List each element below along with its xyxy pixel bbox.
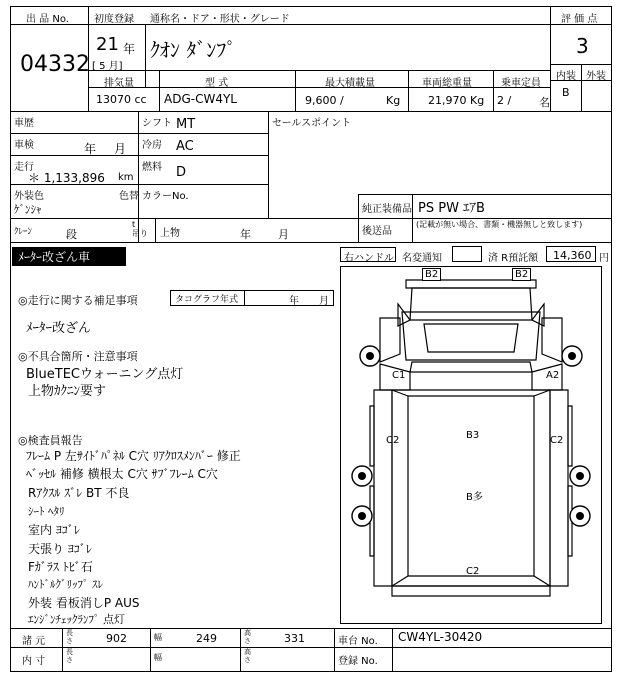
- fuel-value: D: [176, 165, 187, 180]
- inspector-line: ｼｰﾄ ﾍﾀﾘ: [28, 505, 65, 518]
- crane-stage: 段: [66, 228, 77, 241]
- aircon-value: AC: [176, 139, 194, 154]
- displacement: 13070 cc: [96, 93, 147, 106]
- max-load-unit: Kg: [386, 94, 401, 107]
- mileage-label: 走行: [14, 162, 34, 173]
- inspector-line: ﾊﾝﾄﾞﾙｸﾞﾘｯﾌﾟ ｽﾚ: [28, 578, 103, 591]
- sales-point-label: セールスポイント: [272, 118, 352, 129]
- model-label: 通称名・ドア・形状・グレード: [150, 14, 290, 25]
- in-height-label: 高さ: [244, 648, 251, 664]
- year-value: 21: [96, 34, 119, 55]
- displacement-label: 排気量: [104, 78, 134, 89]
- in-length-label: 長さ: [66, 648, 73, 664]
- eval-label: 評 価 点: [561, 14, 598, 25]
- aircon-label: 冷房: [142, 140, 162, 151]
- equipment-label: 純正装備品: [362, 204, 412, 215]
- recycle-box: [546, 246, 596, 262]
- tacho-box: [170, 290, 334, 306]
- crane-label: ｸﾚｰﾝ: [14, 227, 33, 237]
- fuel-label: 燃料: [142, 162, 162, 173]
- interior-label: 内装: [556, 71, 576, 82]
- aftermarket-note: (記載が無い場合、書類・機器無しと致します): [416, 220, 583, 229]
- color-change-label: 色替: [119, 191, 139, 202]
- height-value: 331: [284, 632, 305, 645]
- width-label: 幅: [154, 633, 162, 642]
- chassis-label: 車台 No.: [338, 636, 378, 647]
- gross-weight: 21,970 Kg: [428, 94, 485, 107]
- inspector-line: Fｶﾞﾗｽ ﾄﾋﾞ石: [28, 560, 93, 574]
- inspector-line: 室内 ﾖｺﾞﾚ: [28, 523, 80, 537]
- capacity-unit: 名: [539, 96, 550, 109]
- chassis-no: CW4YL-30420: [398, 630, 483, 644]
- reg-label: 登録 No.: [338, 656, 378, 667]
- meter-tampered-banner: [12, 247, 126, 266]
- inspector-title: ◎検査員報告: [18, 434, 83, 447]
- inspection-month: 月: [114, 142, 127, 156]
- ext-color-label: 外装色: [14, 191, 44, 202]
- defect-line: 上物ｶｸﾆﾝ要す: [28, 384, 107, 399]
- history-label: 車歴: [14, 118, 34, 129]
- exterior-label: 外装: [586, 71, 606, 82]
- body-label: 上物: [160, 228, 180, 239]
- shift-value: MT: [176, 117, 196, 132]
- first-reg-label: 初度登録: [94, 14, 134, 25]
- damage-mark: B3: [466, 430, 480, 441]
- inspection-year: 年: [84, 142, 97, 156]
- mileage-unit: km: [118, 172, 134, 183]
- tacho-year: 年: [289, 296, 299, 307]
- length-label: 長さ: [66, 629, 73, 645]
- year-unit: 年: [123, 42, 136, 56]
- capacity: 2 /: [497, 94, 512, 107]
- color-no-label: カラーNo.: [142, 191, 189, 202]
- lot-number: 04332: [20, 52, 90, 77]
- inspector-line: ﾌﾚｰﾑ P 左ｻｲﾄﾞﾊﾟﾈﾙ C穴 ﾘｱｸﾛｽﾒﾝﾊﾞｰ 修正: [26, 449, 241, 463]
- name-change-box: [452, 246, 482, 262]
- body-year: 年: [240, 228, 251, 241]
- width-value: 249: [196, 632, 217, 645]
- interior-dims-label: 内 寸: [22, 656, 46, 667]
- in-width-label: 幅: [154, 653, 162, 662]
- defects-title: ◎不具合箇所・注意事項: [18, 350, 138, 363]
- damage-mark: B多: [466, 492, 483, 503]
- tacho-label: タコグラフ年式: [175, 295, 239, 305]
- model-code: ADG-CW4YL: [164, 92, 237, 106]
- defect-line: BlueTECウォーニング点灯: [26, 367, 184, 382]
- equipment-value: PS PW ｴｱB: [418, 201, 485, 216]
- aftermarket-label: 後送品: [362, 226, 392, 237]
- capacity-label: 乗車定員: [501, 78, 541, 89]
- lot-label: 出 品 No.: [26, 14, 69, 25]
- meter-tampered-text: ﾒｰﾀｰ改ざん車: [18, 250, 91, 264]
- shift-label: シフト: [142, 118, 172, 129]
- car-name: ｸｵﾝ ﾀﾞﾝﾌﾟ: [150, 38, 237, 62]
- ext-color-value: ｹﾞﾝｼｬ: [14, 203, 42, 216]
- driving-title: ◎走行に関する補足事項: [18, 294, 138, 307]
- max-load: 9,600 /: [305, 94, 344, 107]
- model-code-label: 型 式: [205, 78, 229, 89]
- damage-mark: B2: [512, 268, 531, 281]
- max-load-label: 最大積載量: [325, 78, 375, 89]
- mileage-value: ＊ 1,133,896: [28, 171, 105, 185]
- eval-score: 3: [576, 34, 589, 58]
- driving-text: ﾒｰﾀｰ改ざん: [26, 321, 92, 336]
- handle-text: 右ハンドル: [344, 253, 394, 264]
- inspector-line: 外装 看板消しP AUS: [28, 596, 140, 610]
- inspection-label: 車検: [14, 140, 34, 151]
- inspector-line: 天張り ﾖｺﾞﾚ: [28, 542, 92, 556]
- inspector-line: ｴﾝｼﾞﾝﾁｪｯｸﾗﾝﾌﾟ 点灯: [28, 613, 125, 626]
- damage-mark: C1: [392, 370, 406, 381]
- body-month: 月: [278, 228, 289, 241]
- tacho-month: 月: [319, 296, 329, 307]
- crane-ton: t 吊り: [132, 220, 148, 238]
- recycle-label: 済 R預託額: [488, 253, 539, 264]
- damage-mark: C2: [550, 435, 564, 446]
- name-change-label: 名変通知: [402, 253, 442, 264]
- inspector-line: Rｱｸｽﾙ ｽﾞﾚ BT 不良: [28, 486, 130, 500]
- recycle-value: 14,360: [553, 249, 592, 262]
- height-label: 高さ: [244, 629, 251, 645]
- month-value: [ 5 月]: [92, 61, 123, 72]
- recycle-unit: 円: [599, 253, 609, 264]
- dims-label: 諸 元: [22, 636, 46, 647]
- gross-weight-label: 車両総重量: [422, 78, 472, 89]
- damage-mark: C2: [386, 435, 400, 446]
- length-value: 902: [106, 632, 127, 645]
- damage-mark: C2: [466, 566, 480, 577]
- damage-mark: A2: [546, 370, 560, 381]
- handle-box: [340, 247, 396, 262]
- damage-mark: B2: [422, 268, 441, 281]
- interior-grade: B: [562, 86, 570, 99]
- inspector-line: ﾍﾞｯｾﾙ 補修 横根太 C穴 ｻﾌﾞﾌﾚｰﾑ C穴: [26, 467, 218, 481]
